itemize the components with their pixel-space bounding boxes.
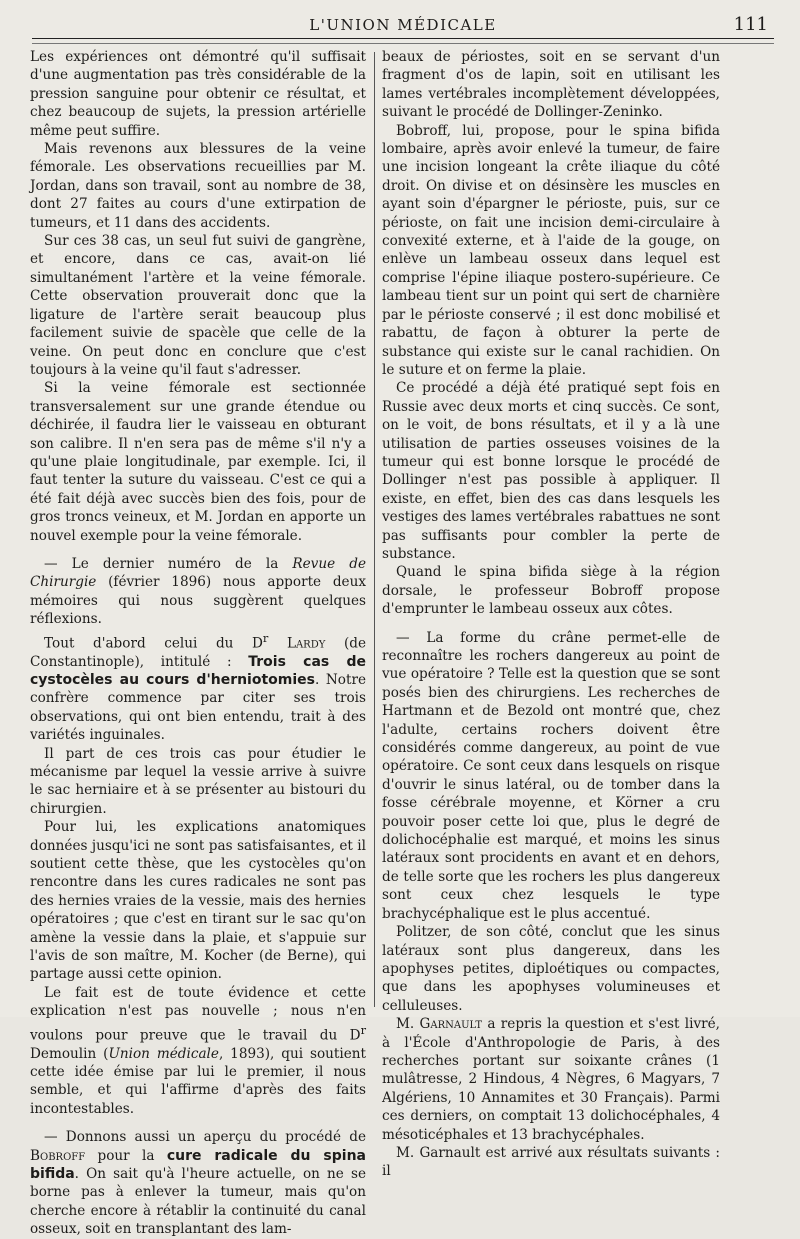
paragraph: Si la veine fémorale est sectionnée transversalement sur une grande étendue ou déchirée, il faudra lier le vaisseau en obturant son calibre. Il n'en sera pas de même s'il n'y a qu'une plaie longitudinale, par exemple. Ici, il faut tenter la suture du vaisseau. C'est ce qui a été fait déjà avec succès bien des fois, pour de gros troncs veineux, et M. Jordan en apporte un nouvel exemple pour la veine fémorale.	[30, 380, 366, 544]
header-rule-thin	[32, 43, 774, 44]
header-rule	[32, 38, 774, 39]
paragraph: Mais revenons aux blessures de la veine fémorale. Les observations recueillies par M. Jordan, dans son travail, sont au nombre de 38, dont 27 faites au cours d'une extirpation de tumeurs, et 11 dans des accidents.	[30, 141, 366, 231]
paragraph: M. Garnault est arrivé aux résultats suivants : il	[382, 1144, 720, 1180]
paragraph: beaux de périostes, soit en se servant d'un fragment d'os de lapin, soit en utilisant les lames vertébrales incomplètement développées, suivant le procédé de Dollinger-Zeninko.	[382, 49, 720, 121]
journal-title: L'UNION MÉDICALE	[309, 16, 497, 34]
paragraph: M. Garnault a repris la question et s'est livré, à l'École d'Anthropologie de Paris, à des recherches portant sur soixante crânes (1 mulâtresse, 2 Hindous, 4 Nègres, 6 Magyars, 7 Algériens, 10 Annamites et 30 Français). Parmi ces derniers, on comptait 13 dolichocéphales, 4 mésoticéphales et 13 brachycéphales.	[382, 1016, 720, 1143]
paragraph: Sur ces 38 cas, un seul fut suivi de gangrène, et encore, dans ce cas, avait-on lié simultanément l'artère et la veine fémorale. Cette observation prouverait donc que la ligature de l'artère serait beaucoup plus facilement suivie de spacèle que celle de la veine. On peut donc en conclure que c'est toujours à la veine qu'il faut s'adresser.	[30, 233, 366, 378]
paragraph: Quand le spina bifida siège à la région dorsale, le professeur Bobroff propose d'emprunter le lambeau osseux aux côtes.	[382, 564, 720, 618]
paragraph: Bobroff, lui, propose, pour le spina bifida lombaire, après avoir enlevé la tumeur, de faire une incision longeant la crête iliaque du côté droit. On divise et on désinsère les muscles en ayant soin d'épargner le périoste, puis, sur ce périoste, on fait une incision demi-circulaire à convexité externe, et à l'aide de la gouge, on enlève un lambeau osseux dans lequel est comprise l'épine iliaque postero-supérieure. Ce lambeau tient sur un point qui sert de charnière par le périoste conservé ; il est donc mobilisé et rabattu, de façon à obturer la perte de substance qui existe sur le canal rachidien. On le suture et on ferme la plaie.	[382, 122, 720, 378]
page-number: 111	[733, 14, 768, 35]
author-name: Garnault	[419, 1016, 483, 1033]
paragraph: Il part de ces trois cas pour étudier le mécanisme par lequel la vessie arrive à suivre le sac herniaire et à se présenter au bistouri du chirurgien.	[30, 745, 366, 817]
journal-name: Revue de Chirurgie	[30, 555, 366, 591]
right-column	[382, 48, 720, 1181]
paragraph: Les expériences ont démontré qu'il suffisait d'une augmentation pas très considérable de la pression sanguine pour obtenir ce résultat, et chez beaucoup de sujets, la pression artérielle même peut suffire.	[30, 49, 366, 139]
paragraph: Ce procédé a déjà été pratiqué sept fois en Russie avec deux morts et cinq succès. Ce sont, on le voit, de bons résultats, et il y a là une utilisation de parties osseuses voisines de la tumeur qui est bonne lorsque le procédé de Dollinger n'est pas possible à appliquer. Il existe, en effet, bien des cas dans lesquels les vestiges des lames vertébrales rabattues ne sont pas suffisants pour combler la perte de substance.	[382, 380, 720, 562]
author-name: Bobroff	[30, 1147, 86, 1164]
article-title: cure radicale du spina bifida	[30, 1147, 366, 1183]
paragraph: Pour lui, les explications anatomiques données jusqu'ici ne sont pas satisfaisantes, et il soutient cette thèse, que les cystocèles qu'on rencontre dans les cures radicales ne sont pas des hernies vraies de la vessie, mais des hernies opératoires ; que c'est en tirant sur le sac qu'on amène la vessie dans la plaie, et s'appuie sur l'avis de son maître, M. Kocher (de Berne), qui partage aussi cette opinion.	[30, 819, 366, 983]
journal-name: Union médicale	[108, 1045, 219, 1062]
paragraph: — Donnons aussi un aperçu du procédé de Bobroff pour la cure radicale du spina bifida. On sait qu'à l'heure actuelle, on ne se borne pas à enlever la tumeur, mais qu'on cherche encore à rétablir la continuité du canal osseux, soit en transplantant des lam-	[30, 1129, 366, 1238]
left-column	[30, 48, 366, 1239]
paragraph: Politzer, de son côté, conclut que les sinus latéraux sont plus dangereux, dans les apophyses petites, diploétiques ou compactes, que dans les apophyses volumineuses et celluleuses.	[382, 924, 720, 1014]
column-divider	[374, 52, 375, 1007]
running-header	[32, 10, 774, 36]
article-title: Trois cas de cystocèles au cours d'herniotomies	[30, 653, 366, 688]
author-name: Lardy	[286, 635, 326, 652]
paragraph: — La forme du crâne permet-elle de reconnaître les rochers dangereux au point de vue opératoire ? Telle est la question que se sont posés bien des chirurgiens. Les recherches de Hartmann et de Bezold ont montré que, chez l'adulte, certains rochers doivent être considérés comme dangereux, au point de vue opératoire. Ce sont ceux dans lesquels on risque d'ouvrir le sinus latéral, ou de tomber dans la fosse cérébrale moyenne, et Körner a cru pouvoir poser cette loi que, plus le degré de dolichocéphalie est marqué, et moins les sinus latéraux sont procidents en avant et en dehors, de telle sorte que les rochers les plus dangereux sont ceux chez lesquels le type brachycéphalique est le plus accentué.	[382, 629, 720, 922]
paragraph: — Le dernier numéro de la Revue de Chirurgie (février 1896) nous apporte deux mémoires qui nous suggèrent quelques réflexions.	[30, 555, 366, 628]
paragraph: Tout d'abord celui du $D^r$ Lardy (de Constantinople), intitulé : Trois cas de cystocèles au cours d'herniotomies. Notre confrère commence par citer ses trois observations, qui ont bien entendu, trait à des variétés inguinales.	[30, 630, 366, 744]
paragraph: Le fait est de toute évidence et cette explication n'est pas nouvelle ; nous n'en voulons pour preuve que le travail du $D^r$ Demoulin (Union médicale, 1893), qui soutient cette idée émise par lui le premier, il nous semble, et qui l'affirme d'après des faits incontestables.	[30, 984, 366, 1117]
